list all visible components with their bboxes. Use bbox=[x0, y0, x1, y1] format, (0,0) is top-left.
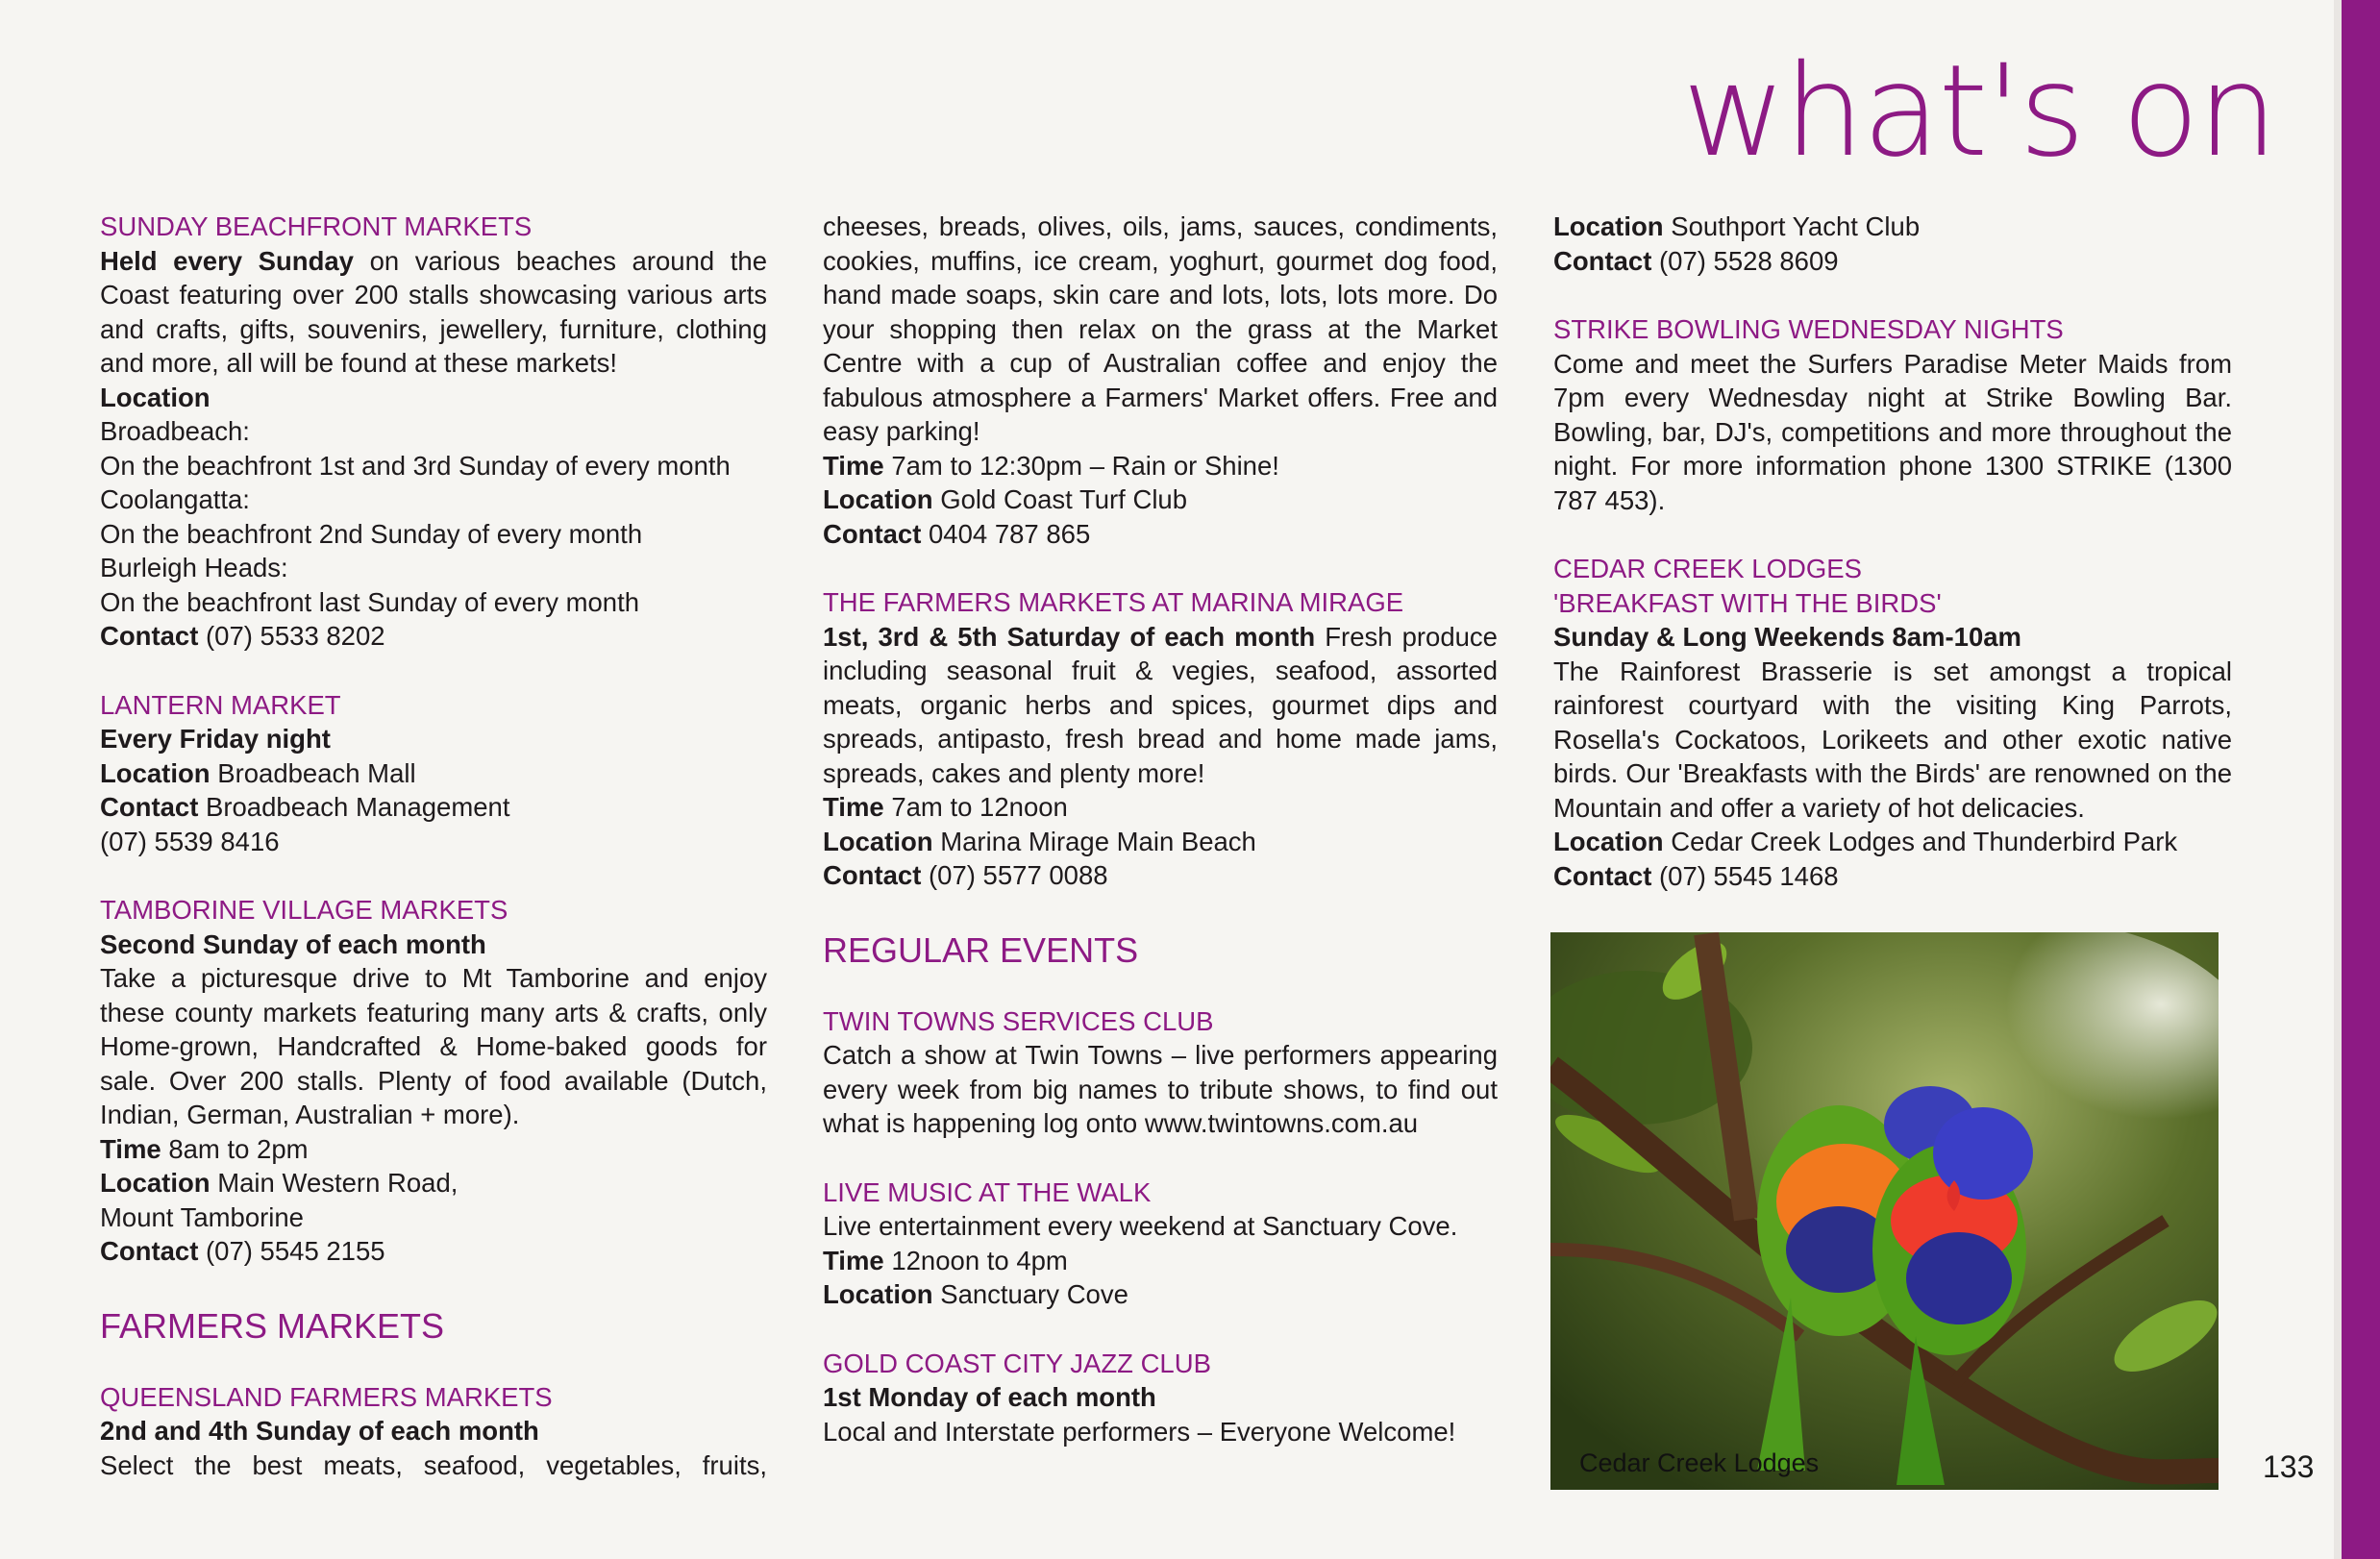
event-description-text: Fresh produce including seasonal fruit & vegies, seafood, assorted meats, organic herbs and spices, gourmet dips and spreads, antipasto, fresh bread and home made jams, spreads, cakes and plenty more! bbox=[823, 621, 1498, 788]
lorikeet-illustration bbox=[1550, 932, 2219, 1490]
contact-label: Contact bbox=[823, 518, 922, 549]
location-label: Location bbox=[823, 826, 933, 856]
event-title-tamborine-village: TAMBORINE VILLAGE MARKETS bbox=[100, 895, 508, 925]
event-description bbox=[100, 244, 767, 381]
event-description: Local and Interstate performers – Everyone Welcome! bbox=[823, 1416, 1456, 1447]
location-schedule: On the beachfront 2nd Sunday of every month bbox=[100, 518, 643, 549]
contact-line bbox=[100, 790, 767, 825]
page-edge-accent-bar bbox=[2342, 0, 2380, 1559]
location-label: Location bbox=[1553, 827, 1664, 856]
event-description: Live entertainment every weekend at Sanctuary Cove. bbox=[823, 1211, 1458, 1241]
event-title-live-music: LIVE MUSIC AT THE WALK bbox=[823, 1176, 1152, 1207]
event-description bbox=[823, 620, 1498, 791]
time-line bbox=[823, 1244, 1498, 1278]
location-label: Location bbox=[823, 1279, 933, 1309]
contact-label: Contact bbox=[823, 860, 922, 890]
location-line bbox=[823, 825, 1498, 859]
contact-line bbox=[100, 1234, 767, 1269]
contact-value: (07) 5528 8609 bbox=[1651, 245, 1839, 276]
location-value-cont: Mount Tamborine bbox=[100, 1201, 304, 1232]
event-schedule: Sunday & Long Weekends 8am-10am bbox=[1553, 622, 2021, 652]
event-title-cedar-creek: CEDAR CREEK LODGES bbox=[1553, 554, 1862, 583]
event-subtitle-breakfast-birds: 'BREAKFAST WITH THE BIRDS' bbox=[1553, 587, 1942, 618]
location-label: Location bbox=[100, 382, 211, 412]
time-label: Time bbox=[100, 1133, 161, 1164]
time-value: 7am to 12:30pm – Rain or Shine! bbox=[883, 450, 1279, 481]
page-title: what's on bbox=[1682, 37, 2276, 186]
location-line bbox=[100, 1166, 767, 1200]
contact-phone: (07) 5539 8416 bbox=[100, 826, 280, 856]
location-line bbox=[823, 483, 1498, 517]
event-schedule: Every Friday night bbox=[100, 724, 331, 754]
contact-value: 0404 787 865 bbox=[921, 518, 1091, 549]
event-description-text: on various beaches around the Coast featuring over 200 stalls showcasing various arts and crafts, gifts, souvenirs, jewellery, furniture, clothing and more, all will be found at these markets! bbox=[100, 245, 767, 378]
location-value: Marina Mirage Main Beach bbox=[932, 826, 1256, 856]
location-value: Main Western Road, bbox=[210, 1168, 459, 1198]
contact-value: (07) 5545 1468 bbox=[1651, 860, 1839, 891]
event-schedule: Second Sunday of each month bbox=[100, 928, 486, 959]
event-description-continued: cheeses, breads, olives, oils, jams, sauces, condiments, cookies, muffins, ice cream, yoghurt, gourmet dog food, hand made soaps, skin care and lots, lots, lots more. Do your shopping then relax on the grass at the Market Centre with a cup of Australian coffee and enjoy the fabulous atmosphere a Farmers' Market offers. Free and easy parking! bbox=[823, 211, 1498, 446]
event-title-queensland-farmers: QUEENSLAND FARMERS MARKETS bbox=[100, 1381, 553, 1412]
location-label: Location bbox=[100, 1168, 211, 1198]
location-schedule: On the beachfront 1st and 3rd Sunday of every month bbox=[100, 450, 731, 481]
location-name: Burleigh Heads: bbox=[100, 553, 288, 582]
location-schedule: On the beachfront last Sunday of every month bbox=[100, 586, 640, 617]
event-description: Catch a show at Twin Towns – live performers appearing every week from big names to tribute shows, to find out what is happening log onto www.twintowns.com.au bbox=[823, 1040, 1498, 1138]
location-value: Gold Coast Turf Club bbox=[932, 484, 1188, 514]
time-line bbox=[100, 1132, 767, 1167]
contact-value: (07) 5545 2155 bbox=[198, 1236, 385, 1266]
section-heading-farmers-markets: FARMERS MARKETS bbox=[100, 1305, 445, 1346]
contact-label: Contact bbox=[100, 792, 199, 822]
event-title-twin-towns: TWIN TOWNS SERVICES CLUB bbox=[823, 1005, 1214, 1036]
location-line bbox=[1553, 825, 2232, 859]
event-title-marina-mirage: THE FARMERS MARKETS AT MARINA MIRAGE bbox=[823, 587, 1404, 617]
contact-value: (07) 5533 8202 bbox=[198, 621, 385, 651]
event-schedule: 1st, 3rd & 5th Saturday of each month bbox=[823, 621, 1316, 652]
section-heading-regular-events: REGULAR EVENTS bbox=[823, 929, 1139, 970]
time-label: Time bbox=[823, 792, 884, 822]
contact-line bbox=[100, 619, 767, 654]
time-label: Time bbox=[823, 1245, 884, 1275]
location-line bbox=[1553, 210, 2232, 244]
contact-label: Contact bbox=[1553, 245, 1652, 276]
time-value: 12noon to 4pm bbox=[883, 1245, 1068, 1275]
contact-value: (07) 5577 0088 bbox=[921, 860, 1108, 890]
contact-line bbox=[823, 517, 1498, 552]
location-line bbox=[100, 756, 767, 791]
contact-line bbox=[823, 858, 1498, 893]
photo-caption: Cedar Creek Lodges bbox=[1579, 1448, 1820, 1477]
event-title-strike-bowling: STRIKE BOWLING WEDNESDAY NIGHTS bbox=[1553, 314, 2064, 344]
location-label: Location bbox=[1553, 211, 1664, 241]
event-schedule: Held every Sunday bbox=[100, 245, 354, 276]
contact-label: Contact bbox=[100, 621, 199, 651]
event-description: The Rainforest Brasserie is set amongst a tropical rainforest courtyard with the visiting King Parrots, Rosella's Cockatoos, Lorikeets and other exotic native birds. Our 'Breakfasts with the Birds' are renowned on the Mountain and offer a variety of hot delicacies. bbox=[1553, 656, 2232, 823]
event-schedule: 2nd and 4th Sunday of each month bbox=[100, 1416, 539, 1446]
event-title-jazz-club: GOLD COAST CITY JAZZ CLUB bbox=[823, 1348, 1211, 1378]
event-schedule: 1st Monday of each month bbox=[823, 1382, 1156, 1412]
location-value: Cedar Creek Lodges and Thunderbird Park bbox=[1663, 827, 2178, 856]
time-line bbox=[823, 449, 1498, 483]
location-name: Coolangatta: bbox=[100, 484, 250, 514]
page-number: 133 bbox=[2263, 1449, 2315, 1484]
location-value: Southport Yacht Club bbox=[1663, 211, 1921, 241]
event-title-lantern-market: LANTERN MARKET bbox=[100, 689, 341, 720]
column-middle bbox=[823, 210, 1498, 1448]
event-description: Take a picturesque drive to Mt Tamborine and enjoy these county markets featuring many arts & crafts, only Home-grown, Handcrafted & Home-baked goods for sale. Over 200 stalls. Plenty of food available (Dutch, Indian, German, Australian + more). bbox=[100, 963, 767, 1129]
contact-value: Broadbeach Management bbox=[198, 792, 510, 822]
event-description: Come and meet the Surfers Paradise Meter Maids from 7pm every Wednesday night at Strike Bowling Bar. Bowling, bar, DJ's, competitions and more throughout the night. For more information phone 1300 STRIKE (1300 787 453). bbox=[1553, 348, 2232, 515]
location-line bbox=[823, 1277, 1498, 1312]
contact-line bbox=[1553, 859, 2232, 894]
column-right bbox=[1553, 210, 2232, 893]
time-line bbox=[823, 790, 1498, 825]
column-left bbox=[100, 210, 767, 1482]
rainbow-lorikeet-photo bbox=[1550, 932, 2219, 1490]
time-label: Time bbox=[823, 450, 884, 481]
time-value: 7am to 12noon bbox=[883, 792, 1068, 822]
contact-line bbox=[1553, 244, 2232, 279]
time-value: 8am to 2pm bbox=[161, 1133, 309, 1164]
location-label: Location bbox=[823, 484, 933, 514]
location-value: Sanctuary Cove bbox=[932, 1279, 1128, 1309]
event-description: Select the best meats, seafood, vegetables, fruits, bbox=[100, 1449, 767, 1480]
event-title-sunday-beachfront: SUNDAY BEACHFRONT MARKETS bbox=[100, 211, 533, 241]
location-name: Broadbeach: bbox=[100, 416, 250, 446]
contact-label: Contact bbox=[1553, 860, 1652, 891]
contact-label: Contact bbox=[100, 1236, 199, 1266]
location-label: Location bbox=[100, 757, 211, 788]
location-value: Broadbeach Mall bbox=[210, 757, 416, 788]
